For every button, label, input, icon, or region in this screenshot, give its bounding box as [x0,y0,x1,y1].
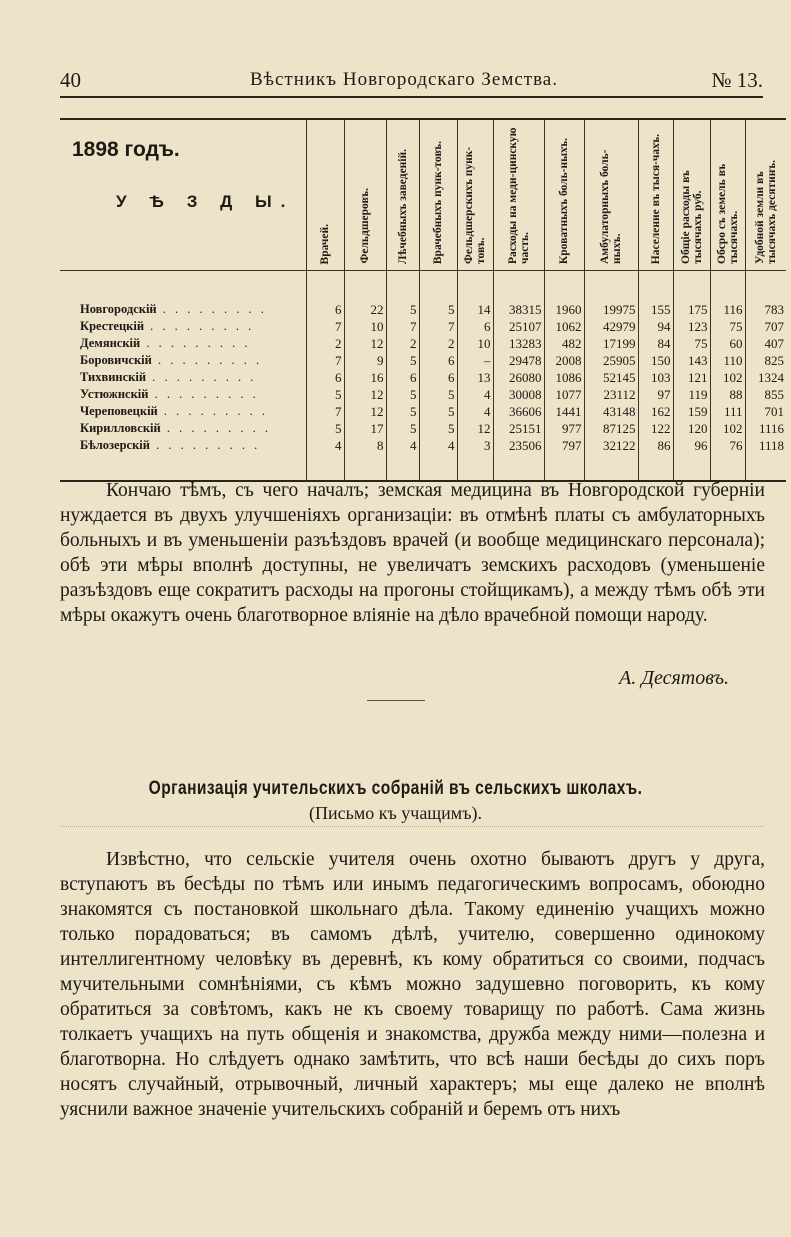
uezd-name-cell [60,386,306,403]
table-cell: 121 [673,369,710,386]
table-cell: 17 [344,420,386,437]
column-header: Лѣчебныхъ заведеній. [386,119,419,271]
table-cell: 6 [419,352,457,369]
table-row [60,335,786,352]
table-cell: 110 [710,352,745,369]
running-header [60,66,763,94]
table-row [60,301,786,318]
table-cell: 111 [710,403,745,420]
table-cell: 102 [710,420,745,437]
table-cell: 1118 [745,437,786,454]
column-header: Общіе расходы въ тысячахъ руб. [673,119,710,271]
uezd-name-cell [60,335,306,352]
table-cell: 9 [344,352,386,369]
leader-dots: . . . . . . . . . [146,370,257,384]
table-body [60,271,786,482]
table-cell: 5 [419,386,457,403]
table-cell: 855 [745,386,786,403]
table-cell: 175 [673,301,710,318]
uezd-name: Череповецкій [80,404,158,418]
table-corner-cell [60,119,306,271]
table-cell: 12 [344,403,386,420]
table-cell: 162 [638,403,673,420]
table-cell: 1441 [544,403,584,420]
table-cell: 36606 [493,403,544,420]
table-cell: 29478 [493,352,544,369]
leader-dots: . . . . . . . . . [160,421,271,435]
table-header-row [60,119,786,271]
table-cell: 7 [306,352,344,369]
table-cell: 143 [673,352,710,369]
table-cell: 2 [306,335,344,352]
leader-dots: . . . . . . . . . [148,387,259,401]
leader-dots: . . . . . . . . . [156,302,267,316]
statistics-table [60,118,786,482]
table-cell: 84 [638,335,673,352]
table-cell: 75 [710,318,745,335]
uezd-name-cell [60,318,306,335]
uezd-name: Демянскій [80,336,141,350]
table-cell: 5 [386,301,419,318]
table-cell: 155 [638,301,673,318]
uezd-name: Крестецкій [80,319,145,333]
table-cell: 16 [344,369,386,386]
closing-paragraph: Кончаю тѣмъ, съ чего началъ; земская медицина въ Новгородской губерніи нуждается въ двухъ улучшеніяхъ организаціи: въ отмѣнѣ платы съ амбулаторныхъ больныхъ и въ уменьшеніи разъѣздовъ врачей (и вообще медицинскаго персонала); обѣ эти мѣры вполнѣ доступны, не увеличатъ земскихъ расходовъ (уменьшеніе разъѣздовъ еще сократитъ расходы на прогоны стойщикамъ), а между тѣмъ обѣ эти мѣры окажутъ очень благотворное вліяніе на дѣло врачебной помощи народу. [60,480,765,626]
leader-dots: . . . . . . . . . [151,353,263,367]
table-cell: 5 [386,352,419,369]
column-header: Фельдшерскихъ пунк-товъ. [457,119,493,271]
table-row [60,369,786,386]
table-cell: 707 [745,318,786,335]
table-cell: 5 [419,301,457,318]
table-cell: 7 [306,318,344,335]
table-cell: 52145 [584,369,638,386]
table-row [60,386,786,403]
table-cell: 13 [457,369,493,386]
table-spacer-row [60,271,786,302]
table-cell: 5 [386,420,419,437]
table-cell: 7 [419,318,457,335]
article-subtitle: (Письмо къ учащимъ). [309,803,482,823]
leader-dots: . . . . . . . . . [157,404,268,418]
table-cell: 22 [344,301,386,318]
leader-dots: . . . . . . . . . [144,319,255,333]
table-cell: 86 [638,437,673,454]
table-cell: 10 [344,318,386,335]
table-cell: 97 [638,386,673,403]
table-cell: 12 [457,420,493,437]
table-cell: 4 [306,437,344,454]
table-cell: 1116 [745,420,786,437]
table-cell: 977 [544,420,584,437]
table-cell: 19975 [584,301,638,318]
table-cell: 6 [306,369,344,386]
table-cell: 5 [306,386,344,403]
table-cell: 32122 [584,437,638,454]
table-cell: 23112 [584,386,638,403]
table-cell: 2 [419,335,457,352]
table-year: 1898 годъ. [72,138,180,161]
article-title: Организація учительскихъ собраній въ сельскихъ школахъ. [148,778,643,799]
column-header: Врачебныхъ пунк-товъ. [419,119,457,271]
table-cell: 96 [673,437,710,454]
column-header: Население въ тыся-чахъ. [638,119,673,271]
table-cell: 94 [638,318,673,335]
uezd-name-cell [60,420,306,437]
table-cell: 1324 [745,369,786,386]
column-header: Кроватныхъ боль-ныхъ. [544,119,584,271]
table-cell: 4 [457,403,493,420]
table-cell: 25107 [493,318,544,335]
table-cell: 25905 [584,352,638,369]
table-cell: 120 [673,420,710,437]
table-cell: 43148 [584,403,638,420]
table-cell: 5 [386,386,419,403]
table-cell: 14 [457,301,493,318]
table-cell: 42979 [584,318,638,335]
table-cell: 1960 [544,301,584,318]
table-cell: 23506 [493,437,544,454]
row-header-label: У Ѣ З Д Ы. [116,192,295,211]
table-cell: 75 [673,335,710,352]
leader-dots: . . . . . . . . . [140,336,251,350]
table-cell: 2 [386,335,419,352]
table-cell: 3 [457,437,493,454]
table-cell: 12 [344,386,386,403]
table-cell: 150 [638,352,673,369]
uezd-name-cell [60,301,306,318]
table-cell: 1062 [544,318,584,335]
table-cell: 38315 [493,301,544,318]
table-cell: 60 [710,335,745,352]
article-paragraph: Извѣстно, что сельскіе учителя очень охотно бываютъ другъ у друга, вступаютъ въ бесѣды по тѣмъ или инымъ педагогическимъ вопросамъ, обоюдно знакомятся съ постановкой школьнаго дѣла. Такому единенію учащихъ можно только порадоваться; въ самомъ дѣлѣ, учителю, совершенно одинокому интеллигентному человѣку въ деревнѣ, къ кому обратиться со своими, подчасъ мучительными сомнѣніями, съ кѣмъ можно задушевно поговорить, къ кому обратиться за совѣтомъ, какъ не къ своему товарищу по работѣ. Сама жизнь толкаетъ учащихъ на путь общенія и знакомства, дружба между ними—полезна и благотворна. Но слѣдуетъ однако замѣтить, что всѣ наши бесѣды до сихъ поръ носятъ случайный, отрывочный, личный характеръ; мы еще далеко не вполнѣ уяснили важное значеніе учительскихъ собраній и беремъ отъ нихъ [60,849,765,1120]
table-cell: 4 [457,386,493,403]
table-cell: 6 [306,301,344,318]
leader-dots: . . . . . . . . . [149,438,261,452]
table-cell: 122 [638,420,673,437]
table-spacer-row [60,454,786,481]
table-row [60,318,786,335]
table-cell: 8 [344,437,386,454]
table-row [60,437,786,454]
issue-number: № 13. [711,68,763,92]
table-cell: 825 [745,352,786,369]
table-cell: 1086 [544,369,584,386]
table-row [60,420,786,437]
uezd-name: Новгородскій [80,302,157,316]
table-cell: 407 [745,335,786,352]
subtitle-rule [60,826,763,827]
author-signature: А. Десятовъ. [619,667,729,689]
column-header: Врачей. [306,119,344,271]
table-cell: 88 [710,386,745,403]
table-cell: – [457,352,493,369]
table-cell: 7 [386,318,419,335]
uezd-name: Боровичскій [80,353,152,367]
table-row [60,403,786,420]
uezd-name-cell [60,403,306,420]
table-cell: 102 [710,369,745,386]
table-cell: 7 [306,403,344,420]
table-cell: 119 [673,386,710,403]
table-cell: 5 [419,403,457,420]
uezd-name: Бѣлозерскій [80,438,150,452]
uezd-name: Тихвинскій [80,370,147,384]
table-cell: 26080 [493,369,544,386]
column-header: Амбулаторныхъ боль-ныхъ. [584,119,638,271]
table-cell: 5 [419,420,457,437]
uezd-name-cell [60,369,306,386]
table-cell: 123 [673,318,710,335]
table-cell: 797 [544,437,584,454]
uezd-name-cell [60,352,306,369]
column-header: Фельдшеровъ. [344,119,386,271]
table-cell: 159 [673,403,710,420]
column-header: Обсро съ земель въ тысячахъ. [710,119,745,271]
table-cell: 1077 [544,386,584,403]
table-cell: 12 [344,335,386,352]
table-cell: 13283 [493,335,544,352]
table-row [60,352,786,369]
table-cell: 5 [386,403,419,420]
table-cell: 5 [306,420,344,437]
table-cell: 4 [419,437,457,454]
table-cell: 701 [745,403,786,420]
uezd-name-cell [60,437,306,454]
table-cell: 482 [544,335,584,352]
table-cell: 4 [386,437,419,454]
table-cell: 6 [386,369,419,386]
header-rule [60,96,763,98]
journal-title: Вѣстникъ Новгородскаго Земства. [250,69,558,90]
uezd-name: Кирилловскій [80,421,161,435]
column-header: Удобной земли въ тысячахъ десятинъ. [745,119,786,271]
table-cell: 76 [710,437,745,454]
table-cell: 783 [745,301,786,318]
table-cell: 87125 [584,420,638,437]
column-header: Расходы на меди-цинскую часть. [493,119,544,271]
section-divider [367,700,425,701]
page-number: 40 [60,68,81,92]
table-cell: 6 [457,318,493,335]
table-cell: 2008 [544,352,584,369]
table-cell: 116 [710,301,745,318]
table-cell: 10 [457,335,493,352]
table-cell: 17199 [584,335,638,352]
uezd-name: Устюжнскій [80,387,149,401]
table-cell: 30008 [493,386,544,403]
table-cell: 103 [638,369,673,386]
table-cell: 25151 [493,420,544,437]
table-cell: 6 [419,369,457,386]
